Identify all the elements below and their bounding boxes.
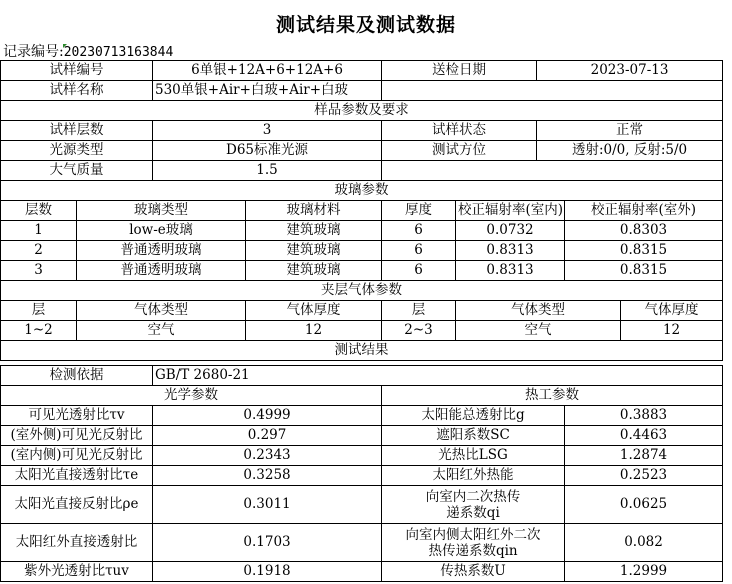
thermal-label: 太阳红外热能 — [382, 466, 565, 486]
result-row — [1, 524, 723, 562]
glass-cell[interactable]: low-e玻璃 — [77, 221, 246, 241]
basis-value[interactable]: GB/T 2680-21 — [153, 366, 723, 386]
gas-cell[interactable]: 12 — [621, 321, 723, 341]
gas-col-header: 气体厚度 — [621, 301, 723, 321]
glass-cell[interactable]: 0.8315 — [565, 241, 723, 261]
glass-row — [1, 221, 723, 241]
params-row — [1, 121, 723, 141]
glass-row — [1, 241, 723, 261]
gas-col-header: 气体类型 — [456, 301, 621, 321]
glass-cell[interactable]: 6 — [382, 241, 456, 261]
optical-label: (室内侧)可见光反射比 — [1, 446, 153, 466]
glass-cell[interactable]: 普通透明玻璃 — [77, 241, 246, 261]
optical-value[interactable]: 0.3011 — [153, 486, 382, 524]
record-number-label: 记录编号: — [3, 44, 64, 60]
send-date-label: 送检日期 — [382, 61, 537, 81]
params-section-header: 样品参数及要求 — [1, 101, 723, 121]
section-row — [1, 181, 723, 201]
result-row — [1, 406, 723, 426]
air-mass-label: 大气质量 — [1, 161, 153, 181]
optical-value[interactable]: 0.3258 — [153, 466, 382, 486]
thermal-label: 太阳能总透射比g — [382, 406, 565, 426]
thermal-value[interactable]: 0.2523 — [565, 466, 723, 486]
params-row — [1, 161, 723, 181]
thermal-label: 光热比LSG — [382, 446, 565, 466]
gas-cell[interactable]: 1~2 — [1, 321, 77, 341]
result-row — [1, 466, 723, 486]
optical-label: 可见光透射比τv — [1, 406, 153, 426]
glass-cell[interactable]: 1 — [1, 221, 77, 241]
thermal-label: 遮阳系数SC — [382, 426, 565, 446]
glass-cell[interactable]: 3 — [1, 261, 77, 281]
optical-value[interactable]: 0.1918 — [153, 562, 382, 582]
result-row — [1, 486, 723, 524]
sample-name-row — [1, 81, 723, 101]
thermal-label: 向室内二次热传递系数qi — [382, 486, 565, 524]
page-title: 测试结果及测试数据 — [275, 14, 456, 36]
results-section-header: 测试结果 — [1, 341, 723, 361]
glass-col-header: 层数 — [1, 201, 77, 221]
record-number — [3, 41, 173, 61]
glass-cell[interactable]: 0.8313 — [456, 261, 565, 281]
optical-value[interactable]: 0.2343 — [153, 446, 382, 466]
thermal-value[interactable]: 0.3883 — [565, 406, 723, 426]
gas-row — [1, 321, 723, 341]
sample-name-label: 试样名称 — [1, 81, 153, 101]
thermal-value[interactable]: 1.2999 — [565, 562, 723, 582]
glass-cell[interactable]: 6 — [382, 221, 456, 241]
direction-label: 测试方位 — [382, 141, 537, 161]
sample-no-row — [1, 61, 723, 81]
results-header-row — [1, 386, 723, 406]
thermal-label: 传热系数U — [382, 562, 565, 582]
basis-row — [1, 366, 723, 386]
glass-row — [1, 261, 723, 281]
light-source-label: 光源类型 — [1, 141, 153, 161]
sample-name-value[interactable]: 530单银+Air+白玻+Air+白玻 — [153, 81, 382, 101]
sample-name-empty-cell[interactable] — [382, 81, 723, 101]
glass-cell[interactable]: 建筑玻璃 — [246, 241, 382, 261]
report-table — [0, 60, 723, 582]
gas-col-header: 层 — [382, 301, 456, 321]
optical-value[interactable]: 0.1703 — [153, 524, 382, 562]
glass-section-header: 玻璃参数 — [1, 181, 723, 201]
glass-col-header: 校正辐射率(室外) — [565, 201, 723, 221]
state-value[interactable]: 正常 — [537, 121, 723, 141]
result-row — [1, 446, 723, 466]
glass-cell[interactable]: 0.8315 — [565, 261, 723, 281]
optical-label: 太阳红外直接透射比 — [1, 524, 153, 562]
sample-no-label: 试样编号 — [1, 61, 153, 81]
optical-label: 太阳光直接透射比τe — [1, 466, 153, 486]
glass-cell[interactable]: 0.8313 — [456, 241, 565, 261]
thermal-value[interactable]: 1.2874 — [565, 446, 723, 466]
gas-section-header: 夹层气体参数 — [1, 281, 723, 301]
glass-cell[interactable]: 0.8303 — [565, 221, 723, 241]
gas-cell[interactable]: 空气 — [456, 321, 621, 341]
gas-cell[interactable]: 12 — [246, 321, 382, 341]
params-row — [1, 141, 723, 161]
section-row — [1, 341, 723, 361]
glass-cell[interactable]: 6 — [382, 261, 456, 281]
gas-col-header: 层 — [1, 301, 77, 321]
thermal-header: 热工参数 — [382, 386, 723, 406]
glass-cell[interactable]: 2 — [1, 241, 77, 261]
glass-col-header: 玻璃材料 — [246, 201, 382, 221]
optical-label: 紫外光透射比τuv — [1, 562, 153, 582]
glass-col-header: 玻璃类型 — [77, 201, 246, 221]
glass-col-header: 校正辐射率(室内) — [456, 201, 565, 221]
send-date-value[interactable]: 2023-07-13 — [537, 61, 723, 81]
glass-cell[interactable]: 建筑玻璃 — [246, 261, 382, 281]
optical-header: 光学参数 — [1, 386, 382, 406]
glass-col-header: 厚度 — [382, 201, 456, 221]
gas-cell[interactable]: 2~3 — [382, 321, 456, 341]
section-row — [1, 281, 723, 301]
gas-col-header: 气体厚度 — [246, 301, 382, 321]
optical-label: 太阳光直接反射比ρe — [1, 486, 153, 524]
layers-value[interactable]: 3 — [153, 121, 382, 141]
direction-value[interactable]: 透射:0/0, 反射:5/0 — [537, 141, 723, 161]
thermal-label: 向室内侧太阳红外二次热传递系数qin — [382, 524, 565, 562]
result-row — [1, 426, 723, 446]
state-label: 试样状态 — [382, 121, 537, 141]
thermal-value[interactable]: 0.082 — [565, 524, 723, 562]
sample-no-value[interactable]: 6单银+12A+6+12A+6 — [153, 61, 382, 81]
thermal-value[interactable]: 0.0625 — [565, 486, 723, 524]
light-source-value[interactable]: D65标准光源 — [153, 141, 382, 161]
optical-label: (室外侧)可见光反射比 — [1, 426, 153, 446]
optical-value[interactable]: 0.4999 — [153, 406, 382, 426]
result-row — [1, 562, 723, 582]
basis-label: 检测依据 — [1, 366, 153, 386]
glass-header-row — [1, 201, 723, 221]
glass-cell[interactable]: 普通透明玻璃 — [77, 261, 246, 281]
gas-col-header: 气体类型 — [77, 301, 246, 321]
optical-value[interactable]: 0.297 — [153, 426, 382, 446]
air-mass-value[interactable]: 1.5 — [153, 161, 382, 181]
glass-cell[interactable]: 0.0732 — [456, 221, 565, 241]
layers-label: 试样层数 — [1, 121, 153, 141]
record-number-value: 20230713163844 — [63, 45, 174, 60]
thermal-value[interactable]: 0.4463 — [565, 426, 723, 446]
gas-header-row — [1, 301, 723, 321]
section-row — [1, 101, 723, 121]
air-mass-empty-cell[interactable] — [382, 161, 723, 181]
glass-cell[interactable]: 建筑玻璃 — [246, 221, 382, 241]
gas-cell[interactable]: 空气 — [77, 321, 246, 341]
